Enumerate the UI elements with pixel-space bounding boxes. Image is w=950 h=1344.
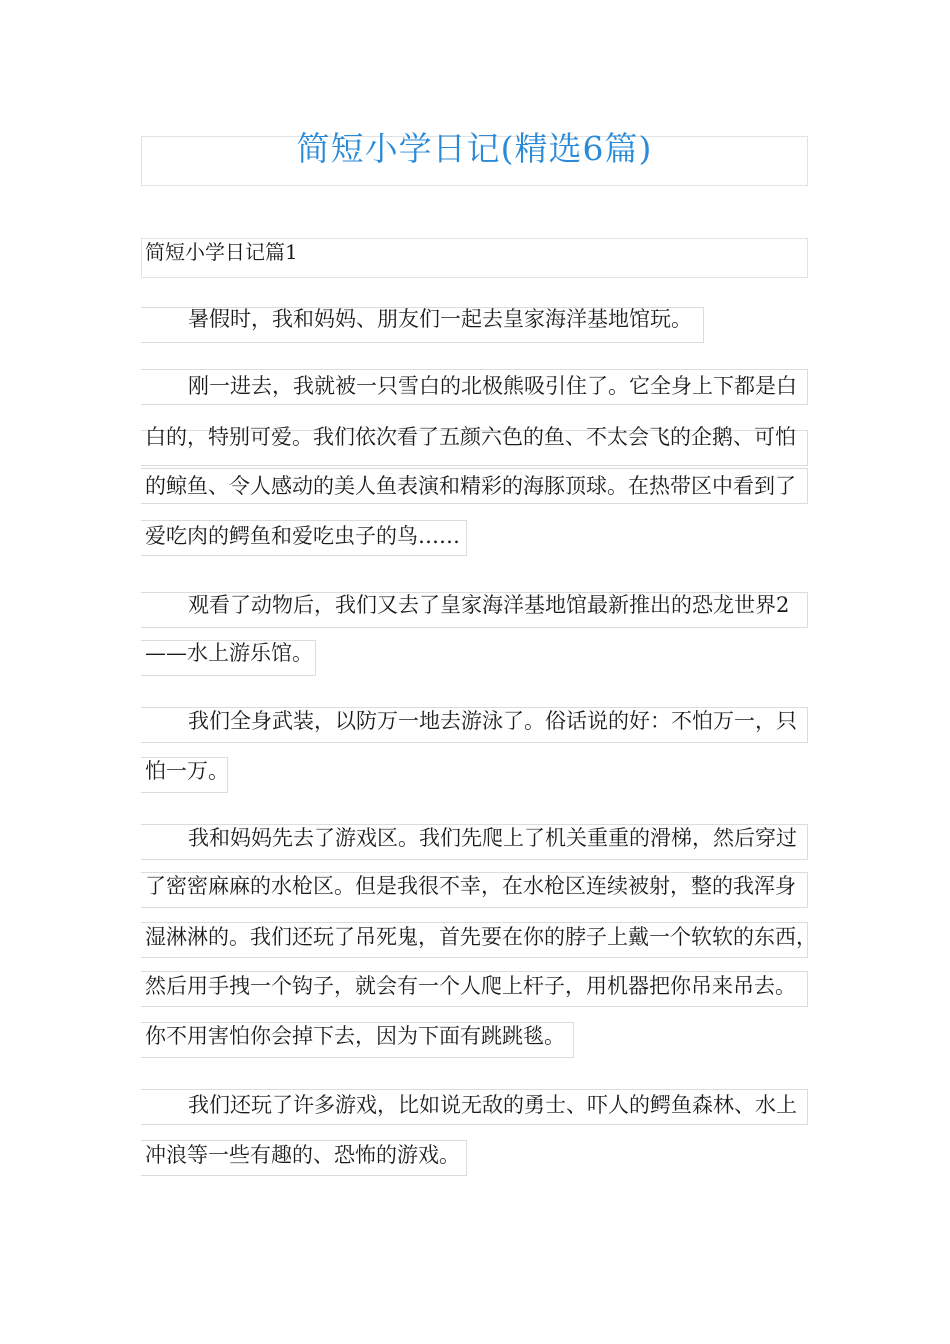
- paragraph-line: 我和妈妈先去了游戏区。我们先爬上了机关重重的滑梯，然后穿过: [188, 826, 797, 850]
- paragraph-line: 爱吃肉的鳄鱼和爱吃虫子的鸟……: [145, 524, 460, 548]
- paragraph-line: 白的，特别可爱。我们依次看了五颜六色的鱼、不太会飞的企鹅、可怕: [145, 425, 796, 449]
- paragraph-line: ——水上游乐馆。: [145, 641, 313, 665]
- paragraph-line: 我们全身武装，以防万一地去游泳了。俗话说的好：不怕万一，只: [188, 709, 797, 733]
- paragraph-line: 你不用害怕你会掉下去，因为下面有跳跳毯。: [145, 1024, 565, 1048]
- document-title: 简短小学日记(精选6篇): [296, 129, 653, 168]
- paragraph-line: 然后用手拽一个钩子，就会有一个人爬上杆子，用机器把你吊来吊去。: [145, 974, 796, 998]
- paragraph-line: 刚一进去，我就被一只雪白的北极熊吸引住了。它全身上下都是白: [188, 374, 797, 398]
- paragraph-line: 怕一万。: [145, 759, 229, 783]
- paragraph-line: 的鲸鱼、令人感动的美人鱼表演和精彩的海豚顶球。在热带区中看到了: [145, 474, 796, 498]
- paragraph-line: 我们还玩了许多游戏，比如说无敌的勇士、吓人的鳄鱼森林、水上: [188, 1093, 797, 1117]
- paragraph-line: 冲浪等一些有趣的、恐怖的游戏。: [145, 1143, 460, 1167]
- paragraph-line: 观看了动物后，我们又去了皇家海洋基地馆最新推出的恐龙世界2: [188, 593, 790, 617]
- section-heading: 简短小学日记篇1: [145, 240, 298, 264]
- paragraph-line: 了密密麻麻的水枪区。但是我很不幸，在水枪区连续被射，整的我浑身: [145, 874, 796, 898]
- paragraph-line: 暑假时，我和妈妈、朋友们一起去皇家海洋基地馆玩。: [188, 307, 692, 331]
- paragraph-line: 湿淋淋的。我们还玩了吊死鬼，首先要在你的脖子上戴一个软软的东西，: [145, 925, 817, 949]
